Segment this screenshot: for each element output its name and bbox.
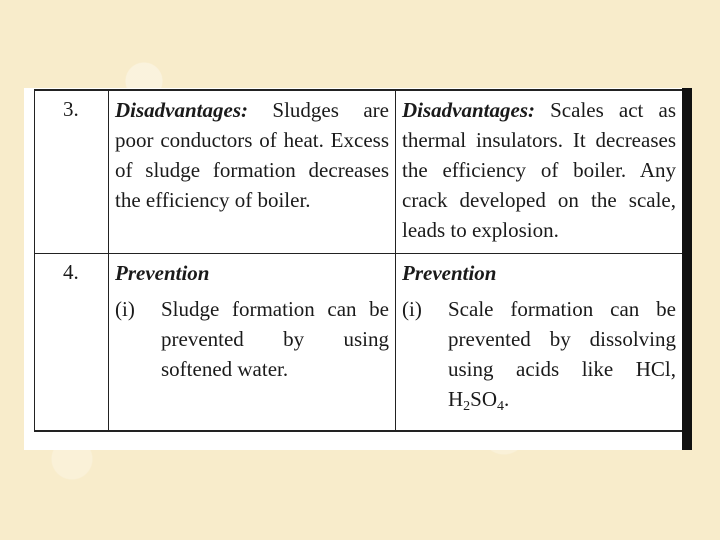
- sludge-disadvantages-cell: [109, 90, 396, 254]
- right-border-bar: [682, 88, 692, 450]
- row-number-cell: [35, 254, 109, 432]
- scale-prevention-cell: [396, 254, 683, 432]
- sludge-prevention-cell: [109, 254, 396, 432]
- formula-part: SO: [470, 387, 498, 411]
- subscript: 2: [463, 399, 471, 414]
- scale-prevention-text: [448, 294, 676, 422]
- sludge-disadvantages-heading: Disadvantages:: [115, 98, 248, 122]
- scale-disadvantages-cell: [396, 90, 683, 254]
- table-row: [35, 90, 683, 254]
- subscript: 4: [497, 399, 505, 414]
- period: .: [504, 387, 510, 411]
- slide-content: [24, 88, 692, 450]
- comparison-table: [34, 89, 683, 432]
- sludge-prevention-text: Sludge formation can be prevented by using softened water.: [161, 297, 389, 381]
- table-row: [35, 254, 683, 432]
- list-marker: (i): [115, 297, 135, 321]
- scale-prevention-main: Scale formation can be prevented by dissolving using acids like HCl, H: [448, 297, 676, 411]
- list-marker: (i): [402, 297, 422, 321]
- scale-prevention-heading: Prevention: [402, 261, 497, 285]
- scale-disadvantages-heading: Disadvantages:: [402, 98, 535, 122]
- row-number-cell: [35, 90, 109, 254]
- row-number: 3.: [63, 97, 79, 121]
- row-number: 4.: [63, 260, 79, 284]
- sludge-prevention-heading: Prevention: [115, 261, 210, 285]
- scale-disadvantages-text: Scales act as thermal insulators. It decreases the efficiency of boiler. Any crack developed on the scale, leads to explosion.: [402, 98, 676, 242]
- sludge-disadvantages-text: Sludges are poor conductors of heat. Excess of sludge formation decreases the efficiency of boiler.: [115, 98, 389, 212]
